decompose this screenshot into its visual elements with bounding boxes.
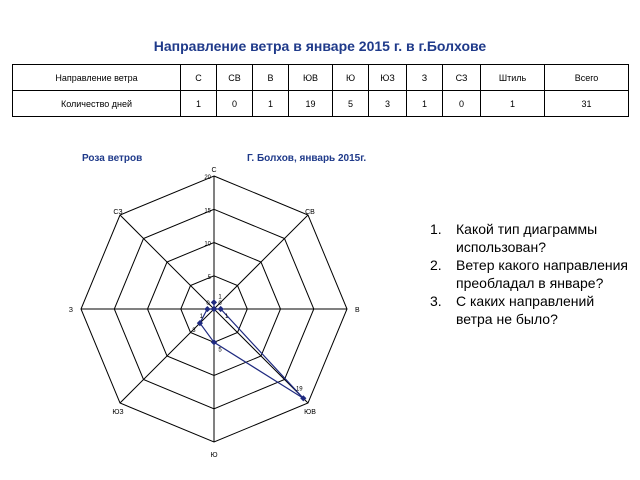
category-label: З [68,307,73,314]
table-header-row [13,65,629,91]
data-label: 0 [218,301,222,307]
data-label: 1 [218,294,222,301]
data-point [211,299,217,305]
table-header-cell: С [181,65,217,91]
table-value-cell: 1 [181,91,217,117]
table-value-cell: 5 [333,91,369,117]
table-value-cell: 3 [369,91,407,117]
question-number: 2. [430,257,442,273]
question-item [430,220,630,256]
tick-label: 20 [204,175,211,181]
table-header-cell: СВ [217,65,253,91]
table-header-cell: ЮВ [289,65,333,91]
question-list [430,220,630,328]
series-line [200,302,303,398]
tick-label: 15 [204,208,211,215]
table-value-cell: 31 [545,91,629,117]
category-label: ЮВ [304,409,316,416]
table-value-cell: 1 [253,91,289,117]
table-value-cell: 0 [217,91,253,117]
data-label: 0 [206,301,210,307]
category-label: СЗ [113,209,123,216]
question-number: 3. [430,293,442,309]
table-header-cell: В [253,65,289,91]
wind-data-table [12,64,629,117]
question-item [430,256,630,292]
category-label: В [355,307,360,314]
table-value-cell: 1 [407,91,443,117]
table-header-label: Направление ветра [13,65,181,91]
question-item [430,292,630,328]
table-value-cell: 19 [289,91,333,117]
data-label: 1 [225,314,229,320]
chart-subtitle: Роза ветров [82,153,143,164]
data-label: 3 [192,328,196,335]
table-value-cell: 1 [481,91,545,117]
question-text: С каких направлений ветра не было? [456,293,595,327]
wind-rose-chart [0,145,420,465]
tick-label: 5 [207,274,211,281]
question-text: Какой тип диаграммы использован? [456,221,598,255]
question-number: 1. [430,221,442,237]
category-label: Ю [210,452,218,459]
table-value-cell: 0 [443,91,481,117]
data-label: 19 [295,386,303,393]
table-header-cell: З [407,65,443,91]
table-header-cell: Ю [333,65,369,91]
table-row-label: Количество дней [13,91,181,117]
chart-title: Г. Болхов, январь 2015г. [247,153,367,164]
category-label: С [211,167,217,174]
data-label: 5 [218,347,222,354]
table-header-cell: Всего [545,65,629,91]
radar-series [197,299,307,401]
category-label: СВ [305,209,315,216]
category-label: ЮЗ [112,409,124,416]
table-header-cell: СЗ [443,65,481,91]
table-header-cell: Штиль [481,65,545,91]
data-label: 1 [199,314,203,320]
question-text: Ветер какого направления преобладал в январе? [456,257,629,291]
table-header-cell: ЮЗ [369,65,407,91]
tick-label: 10 [204,241,211,248]
page-title: Направление ветра в январе 2015 г. в г.Болхове [153,38,487,54]
table-data-row [13,91,629,117]
